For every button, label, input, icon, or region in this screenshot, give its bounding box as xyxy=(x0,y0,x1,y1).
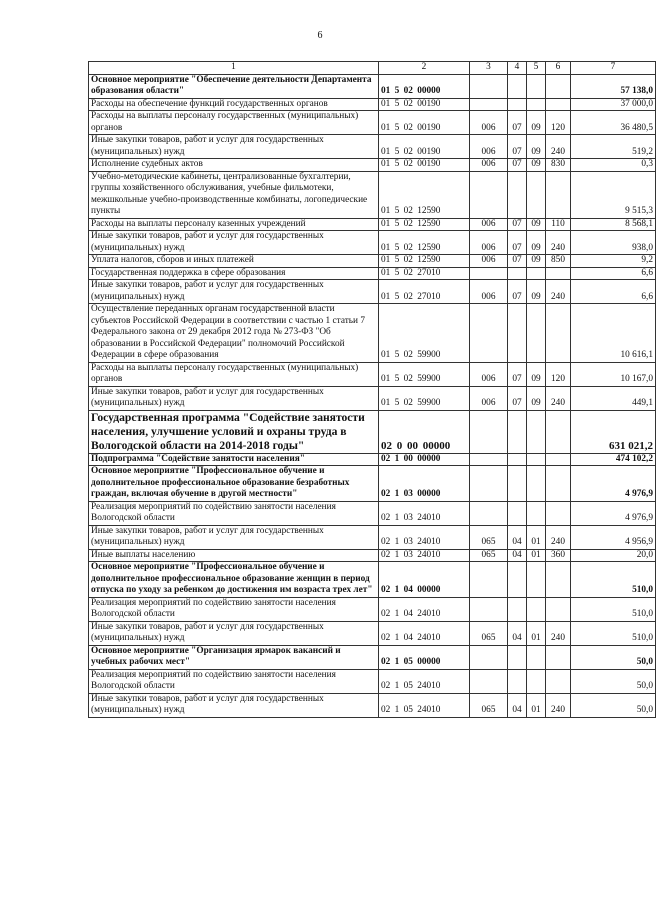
row-code-part xyxy=(508,466,527,502)
row-code-part: 09 xyxy=(527,135,546,159)
row-amount: 8 568,1 xyxy=(571,218,656,231)
row-code-part: 065 xyxy=(470,621,508,645)
row-amount: 50,0 xyxy=(571,669,656,693)
row-name: Исполнение судебных актов xyxy=(89,159,379,172)
row-code-part xyxy=(546,410,571,453)
table-row xyxy=(89,410,656,453)
table-row xyxy=(89,453,656,466)
row-code: 02 1 03 00000 xyxy=(379,466,470,502)
row-code-part: 240 xyxy=(546,386,571,410)
row-code-part: 04 xyxy=(508,549,527,562)
row-name: Основное мероприятие "Профессиональное обучение и дополнительное профессиональное образование женщин в период отпуска по уходу за ребенком до достижения им возраста трех лет" xyxy=(89,562,379,598)
row-code-part xyxy=(546,501,571,525)
row-code-part xyxy=(508,171,527,218)
row-code-part: 01 xyxy=(527,693,546,717)
row-name: Основное мероприятие "Организация ярмарок вакансий и учебных рабочих мест" xyxy=(89,645,379,669)
row-name: Иные закупки товаров, работ и услуг для государственных (муниципальных) нужд xyxy=(89,621,379,645)
row-code-part xyxy=(546,453,571,466)
row-code-part: 01 xyxy=(527,621,546,645)
row-code-part: 07 xyxy=(508,386,527,410)
row-code-part xyxy=(508,669,527,693)
row-code-part xyxy=(508,597,527,621)
row-code-part xyxy=(527,669,546,693)
row-code-part xyxy=(527,171,546,218)
row-code: 01 5 02 00190 xyxy=(379,98,470,111)
row-code-part xyxy=(508,74,527,98)
row-code-part: 006 xyxy=(470,255,508,268)
row-name: Расходы на выплаты персоналу казенных учреждений xyxy=(89,218,379,231)
row-code: 01 5 02 59900 xyxy=(379,386,470,410)
row-code-part: 006 xyxy=(470,111,508,135)
row-code-part xyxy=(527,466,546,502)
row-amount: 10 167,0 xyxy=(571,362,656,386)
row-code-part xyxy=(470,562,508,598)
row-code: 02 1 03 24010 xyxy=(379,549,470,562)
row-amount: 57 138,0 xyxy=(571,74,656,98)
row-amount: 20,0 xyxy=(571,549,656,562)
table-row xyxy=(89,669,656,693)
row-code-part: 09 xyxy=(527,111,546,135)
row-code-part xyxy=(546,562,571,598)
row-code-part: 006 xyxy=(470,280,508,304)
row-code-part xyxy=(470,597,508,621)
row-name: Иные закупки товаров, работ и услуг для государственных (муниципальных) нужд xyxy=(89,135,379,159)
row-code-part: 09 xyxy=(527,231,546,255)
column-header: 2 xyxy=(379,62,470,75)
row-code-part: 04 xyxy=(508,693,527,717)
table-row xyxy=(89,159,656,172)
row-code-part xyxy=(508,562,527,598)
row-code-part: 240 xyxy=(546,135,571,159)
row-code: 01 5 02 59900 xyxy=(379,304,470,363)
row-code: 01 5 02 00190 xyxy=(379,159,470,172)
row-code-part: 240 xyxy=(546,693,571,717)
row-code-part: 01 xyxy=(527,525,546,549)
table-row xyxy=(89,304,656,363)
row-code-part xyxy=(508,304,527,363)
row-code-part xyxy=(546,74,571,98)
row-code-part xyxy=(527,501,546,525)
row-code-part xyxy=(546,597,571,621)
row-code-part xyxy=(470,669,508,693)
table-row xyxy=(89,111,656,135)
row-code: 02 1 05 24010 xyxy=(379,693,470,717)
table-row xyxy=(89,267,656,280)
row-code-part: 04 xyxy=(508,621,527,645)
row-code-part: 09 xyxy=(527,280,546,304)
row-amount: 4 976,9 xyxy=(571,501,656,525)
row-code: 02 1 03 24010 xyxy=(379,525,470,549)
row-amount: 10 616,1 xyxy=(571,304,656,363)
row-code: 02 1 03 24010 xyxy=(379,501,470,525)
row-code: 01 5 02 12590 xyxy=(379,255,470,268)
row-code: 01 5 02 12590 xyxy=(379,171,470,218)
row-code: 02 1 05 24010 xyxy=(379,669,470,693)
table-row xyxy=(89,74,656,98)
row-code: 02 1 04 00000 xyxy=(379,562,470,598)
table-row xyxy=(89,645,656,669)
column-header: 4 xyxy=(508,62,527,75)
row-code-part: 04 xyxy=(508,525,527,549)
row-code-part: 07 xyxy=(508,362,527,386)
row-code-part: 240 xyxy=(546,525,571,549)
row-code-part xyxy=(527,453,546,466)
row-amount: 510,0 xyxy=(571,621,656,645)
row-name: Реализация мероприятий по содействию занятости населения Вологодской области xyxy=(89,597,379,621)
row-code-part xyxy=(527,98,546,111)
row-code-part: 07 xyxy=(508,218,527,231)
row-code-part xyxy=(546,669,571,693)
row-amount: 6,6 xyxy=(571,280,656,304)
row-name: Государственная поддержка в сфере образования xyxy=(89,267,379,280)
table-row xyxy=(89,386,656,410)
row-name: Государственная программа "Содействие занятости населения, улучшение условий и охраны труда в Вологодской области на 2014-2018 годы" xyxy=(89,410,379,453)
column-header: 1 xyxy=(89,62,379,75)
table-row xyxy=(89,597,656,621)
table-row xyxy=(89,621,656,645)
table-row xyxy=(89,501,656,525)
row-amount: 4 956,9 xyxy=(571,525,656,549)
row-code-part xyxy=(508,267,527,280)
row-code: 01 5 02 12590 xyxy=(379,231,470,255)
row-code-part: 09 xyxy=(527,218,546,231)
row-code-part xyxy=(546,645,571,669)
table-row xyxy=(89,549,656,562)
row-code-part xyxy=(470,304,508,363)
row-code-part xyxy=(527,645,546,669)
row-code-part xyxy=(470,645,508,669)
row-code-part: 07 xyxy=(508,280,527,304)
row-code-part: 07 xyxy=(508,135,527,159)
row-code-part xyxy=(546,466,571,502)
row-amount: 36 480,5 xyxy=(571,111,656,135)
row-amount: 938,0 xyxy=(571,231,656,255)
row-code-part: 006 xyxy=(470,231,508,255)
row-code-part xyxy=(508,501,527,525)
row-amount: 50,0 xyxy=(571,645,656,669)
table-row xyxy=(89,98,656,111)
column-header: 7 xyxy=(571,62,656,75)
row-code-part: 240 xyxy=(546,231,571,255)
column-header: 6 xyxy=(546,62,571,75)
row-amount: 519,2 xyxy=(571,135,656,159)
row-code: 02 0 00 00000 xyxy=(379,410,470,453)
row-code-part: 065 xyxy=(470,693,508,717)
row-name: Уплата налогов, сборов и иных платежей xyxy=(89,255,379,268)
row-code-part xyxy=(546,98,571,111)
row-code-part: 07 xyxy=(508,159,527,172)
row-amount: 50,0 xyxy=(571,693,656,717)
row-code-part xyxy=(546,304,571,363)
table-row xyxy=(89,280,656,304)
row-code: 01 5 02 59900 xyxy=(379,362,470,386)
row-code-part xyxy=(508,410,527,453)
table-row xyxy=(89,135,656,159)
table-row xyxy=(89,255,656,268)
row-code-part: 120 xyxy=(546,362,571,386)
row-code: 01 5 02 00190 xyxy=(379,111,470,135)
row-code: 02 1 05 00000 xyxy=(379,645,470,669)
table-row xyxy=(89,525,656,549)
row-code-part xyxy=(527,304,546,363)
row-code-part: 360 xyxy=(546,549,571,562)
row-name: Расходы на выплаты персоналу государственных (муниципальных) органов xyxy=(89,362,379,386)
row-code-part: 065 xyxy=(470,525,508,549)
row-code-part xyxy=(546,171,571,218)
row-code-part xyxy=(470,98,508,111)
row-code-part xyxy=(470,501,508,525)
row-code-part: 110 xyxy=(546,218,571,231)
row-code-part: 850 xyxy=(546,255,571,268)
table-row xyxy=(89,562,656,598)
row-code-part: 09 xyxy=(527,159,546,172)
row-code-part: 006 xyxy=(470,362,508,386)
row-code-part xyxy=(527,562,546,598)
row-code-part: 006 xyxy=(470,386,508,410)
row-code-part xyxy=(546,267,571,280)
row-code: 01 5 02 27010 xyxy=(379,280,470,304)
page-number: 6 xyxy=(317,30,323,41)
row-code-part xyxy=(527,410,546,453)
row-code-part: 09 xyxy=(527,255,546,268)
row-amount: 510,0 xyxy=(571,562,656,598)
column-header: 3 xyxy=(470,62,508,75)
row-code-part: 240 xyxy=(546,621,571,645)
table-row xyxy=(89,693,656,717)
row-name: Основное мероприятие "Профессиональное обучение и дополнительное профессиональное образование безработных граждан, включая обучение в другой местности" xyxy=(89,466,379,502)
row-code: 02 1 04 24010 xyxy=(379,597,470,621)
row-amount: 449,1 xyxy=(571,386,656,410)
row-code-part: 006 xyxy=(470,159,508,172)
column-header-row xyxy=(89,62,656,75)
table-row xyxy=(89,362,656,386)
row-amount: 4 976,9 xyxy=(571,466,656,502)
row-amount: 631 021,2 xyxy=(571,410,656,453)
row-code-part xyxy=(527,267,546,280)
row-amount: 474 102,2 xyxy=(571,453,656,466)
row-name: Реализация мероприятий по содействию занятости населения Вологодской области xyxy=(89,669,379,693)
row-code-part: 240 xyxy=(546,280,571,304)
row-code-part: 07 xyxy=(508,111,527,135)
row-code-part xyxy=(508,98,527,111)
column-header: 5 xyxy=(527,62,546,75)
row-code-part xyxy=(470,453,508,466)
row-code-part: 09 xyxy=(527,386,546,410)
row-code: 02 1 00 00000 xyxy=(379,453,470,466)
row-amount: 0,3 xyxy=(571,159,656,172)
row-code-part xyxy=(470,171,508,218)
row-code-part xyxy=(508,453,527,466)
row-amount: 37 000,0 xyxy=(571,98,656,111)
row-code-part xyxy=(527,74,546,98)
row-amount: 9 515,3 xyxy=(571,171,656,218)
row-code-part xyxy=(470,466,508,502)
table-row xyxy=(89,171,656,218)
row-code-part xyxy=(470,267,508,280)
row-code-part xyxy=(527,597,546,621)
row-code-part: 830 xyxy=(546,159,571,172)
row-name: Подпрограмма "Содействие занятости населения" xyxy=(89,453,379,466)
row-code: 02 1 04 24010 xyxy=(379,621,470,645)
row-code-part: 006 xyxy=(470,218,508,231)
row-name: Иные закупки товаров, работ и услуг для государственных (муниципальных) нужд xyxy=(89,525,379,549)
row-code-part xyxy=(470,74,508,98)
row-code-part: 065 xyxy=(470,549,508,562)
row-name: Иные выплаты населению xyxy=(89,549,379,562)
row-code-part: 07 xyxy=(508,231,527,255)
row-code: 01 5 02 12590 xyxy=(379,218,470,231)
budget-table xyxy=(88,61,656,718)
row-name: Иные закупки товаров, работ и услуг для государственных (муниципальных) нужд xyxy=(89,693,379,717)
row-name: Осуществление переданных органам государственной власти субъектов Российской Федерации в соответствии с частью 1 статьи 7 Федерального закона от 29 декабря 2012 года № 273-ФЗ "Об образовании в Российской Федерации" полномочий Российской Федерации в сфере образования xyxy=(89,304,379,363)
row-amount: 9,2 xyxy=(571,255,656,268)
row-code-part: 09 xyxy=(527,362,546,386)
row-code: 01 5 02 00190 xyxy=(379,135,470,159)
row-name: Расходы на выплаты персоналу государственных (муниципальных) органов xyxy=(89,111,379,135)
row-code: 01 5 02 27010 xyxy=(379,267,470,280)
row-name: Иные закупки товаров, работ и услуг для государственных (муниципальных) нужд xyxy=(89,231,379,255)
table-row xyxy=(89,218,656,231)
row-code-part: 07 xyxy=(508,255,527,268)
row-code-part: 120 xyxy=(546,111,571,135)
row-name: Реализация мероприятий по содействию занятости населения Вологодской области xyxy=(89,501,379,525)
row-code-part xyxy=(508,645,527,669)
row-name: Иные закупки товаров, работ и услуг для государственных (муниципальных) нужд xyxy=(89,386,379,410)
table-row xyxy=(89,466,656,502)
row-name: Основное мероприятие "Обеспечение деятельности Департамента образования области" xyxy=(89,74,379,98)
table-row xyxy=(89,231,656,255)
row-code-part: 006 xyxy=(470,135,508,159)
row-name: Расходы на обеспечение функций государственных органов xyxy=(89,98,379,111)
row-code-part xyxy=(470,410,508,453)
row-name: Иные закупки товаров, работ и услуг для государственных (муниципальных) нужд xyxy=(89,280,379,304)
row-code-part: 01 xyxy=(527,549,546,562)
row-code: 01 5 02 00000 xyxy=(379,74,470,98)
row-amount: 6,6 xyxy=(571,267,656,280)
row-amount: 510,0 xyxy=(571,597,656,621)
row-name: Учебно-методические кабинеты, централизованные бухгалтерии, группы хозяйственного обслуживания, учебные фильмотеки, межшкольные учебно-производственные комбинаты, логопедические пункты xyxy=(89,171,379,218)
